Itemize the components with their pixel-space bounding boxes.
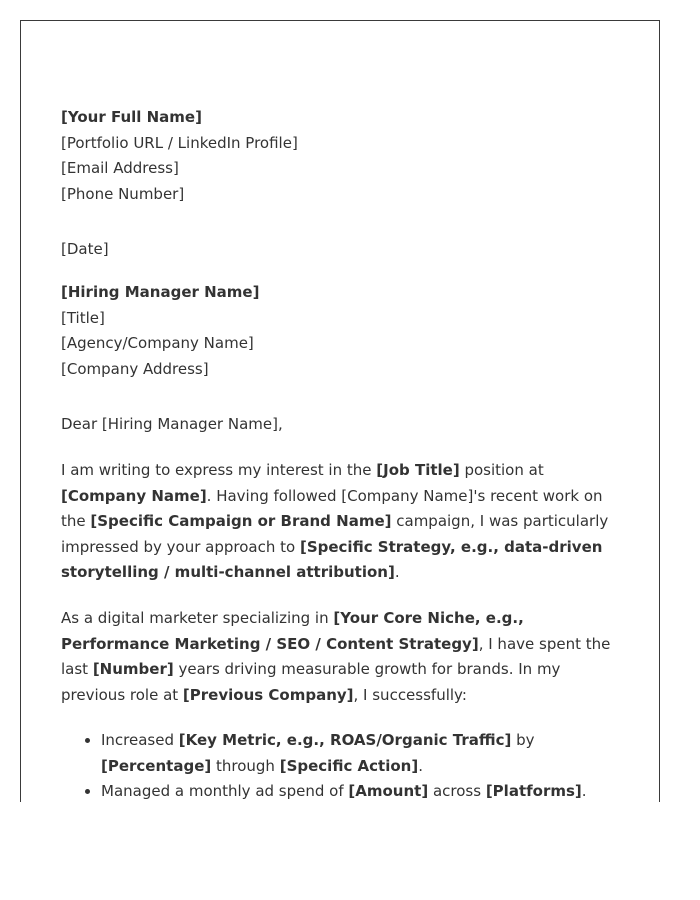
bullet-1-text-4: .: [418, 756, 423, 775]
recipient-company: [Agency/Company Name]: [61, 334, 254, 353]
core-niche-placeholder: [Your Core Niche, e.g., Performance Marketing / SEO / Content Strategy]: [61, 608, 524, 653]
achievements-list: [61, 728, 621, 802]
paragraph-intro-text-4: campaign, I was particularly impressed by your approach to: [61, 512, 609, 556]
recipient-title: [Title]: [61, 308, 105, 327]
recipient-address: [Company Address]: [61, 359, 209, 378]
recipient-block: [61, 280, 621, 382]
bullet-2-text-2: across: [428, 782, 486, 801]
percentage-placeholder: [Percentage]: [101, 756, 212, 775]
amount-placeholder: [Amount]: [348, 782, 429, 801]
paragraph-experience-text-2: , I have spent the last: [61, 634, 611, 679]
list-item: [101, 728, 621, 779]
strategy-placeholder: [Specific Strategy, e.g., data-driven storytelling / multi-channel attribution]: [61, 537, 603, 582]
bullet-1-text-2: by: [511, 731, 535, 750]
previous-company-placeholder: [Previous Company]: [182, 685, 354, 704]
sender-portfolio: [Portfolio URL / LinkedIn Profile]: [61, 133, 298, 152]
date-block: [61, 237, 621, 263]
sender-full-name: [Your Full Name]: [61, 108, 202, 126]
letter-page: [20, 20, 660, 802]
bullet-2-text-1: Managed a monthly ad spend of: [101, 782, 349, 801]
bullet-1-text-1: Increased: [101, 731, 179, 750]
bullet-2-text-3: .: [581, 782, 587, 801]
paragraph-intro-text-5: .: [394, 563, 400, 582]
company-name-placeholder: [Company Name]: [61, 486, 207, 505]
paragraph-experience-text-3: years driving measurable growth for brands. In my previous role at: [61, 660, 561, 704]
sender-block: [61, 105, 621, 207]
paragraph-intro-text-2: position at: [459, 460, 544, 479]
list-item: [101, 779, 621, 802]
letter-date: [Date]: [61, 240, 109, 259]
paragraph-experience: [61, 606, 621, 708]
salutation: [61, 412, 621, 438]
paragraph-intro-text-3: . Having followed [Company Name]'s recent work on the: [61, 486, 603, 531]
years-number-placeholder: [Number]: [92, 660, 174, 679]
letter-body: [61, 105, 621, 802]
paragraph-intro: [61, 458, 621, 586]
job-title-placeholder: [Job Title]: [376, 460, 460, 479]
platforms-placeholder: [Platforms]: [485, 782, 582, 801]
paragraph-experience-text-4: , I successfully:: [353, 685, 467, 704]
key-metric-placeholder: [Key Metric, e.g., ROAS/Organic Traffic]: [178, 731, 512, 750]
campaign-name-placeholder: [Specific Campaign or Brand Name]: [90, 512, 392, 531]
salutation-text: Dear [Hiring Manager Name],: [61, 415, 283, 434]
sender-phone: [Phone Number]: [61, 184, 185, 203]
paragraph-experience-text-1: As a digital marketer specializing in: [61, 608, 334, 627]
bullet-1-text-3: through: [211, 756, 280, 775]
recipient-name: [Hiring Manager Name]: [61, 282, 260, 301]
sender-email: [Email Address]: [61, 159, 179, 178]
paragraph-intro-text-1: I am writing to express my interest in the: [61, 460, 377, 479]
specific-action-placeholder: [Specific Action]: [279, 756, 419, 775]
